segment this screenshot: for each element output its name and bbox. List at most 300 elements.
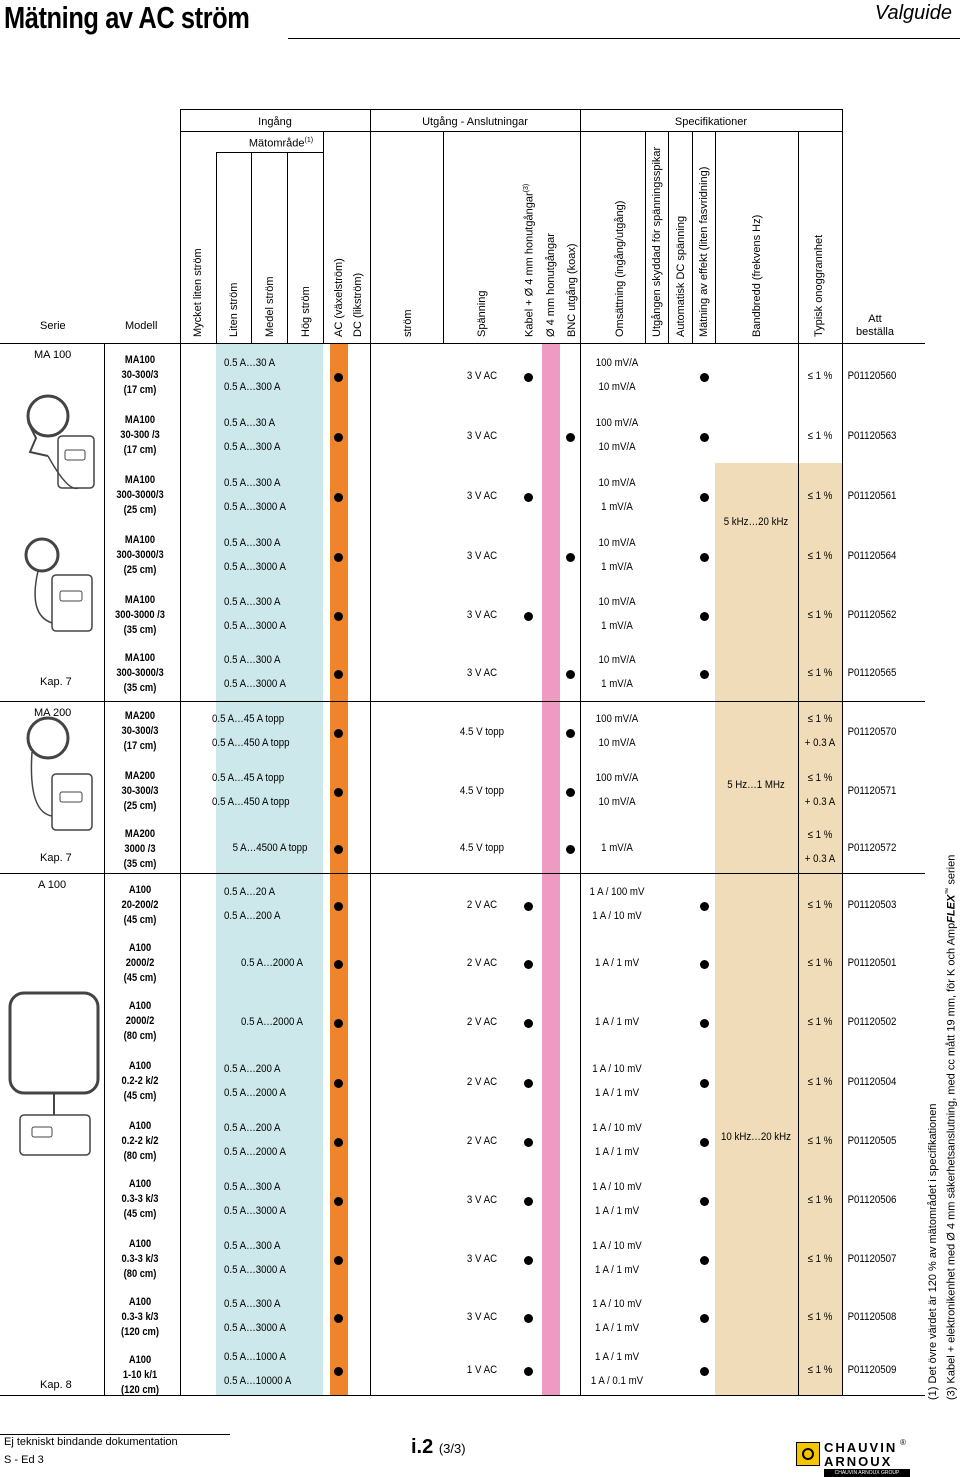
a100-flex-probe-image bbox=[4, 985, 104, 1175]
ma100-probe-image bbox=[8, 392, 100, 496]
output-dot bbox=[566, 553, 575, 562]
range-value: 0.5 A…300 A bbox=[224, 596, 281, 608]
range-value: 5 A…4500 A topp bbox=[232, 842, 308, 854]
protected-dot bbox=[700, 1367, 709, 1376]
col-dc: DC (likström) bbox=[352, 272, 364, 337]
output-dot bbox=[566, 729, 575, 738]
model-line: 0.3-3 k/3 bbox=[121, 1311, 159, 1323]
range-value: 0.5 A…30 A bbox=[224, 417, 276, 429]
vline bbox=[715, 131, 716, 343]
voltage-value: 2 V AC bbox=[466, 1016, 498, 1028]
col-jack4mm: Ø 4 mm honutgångar bbox=[545, 233, 557, 337]
model-line: (35 cm) bbox=[123, 682, 157, 694]
chauvin-arnoux-logo bbox=[796, 1440, 912, 1477]
model-line: MA100 bbox=[124, 534, 156, 546]
col-power: Mätning av effekt (liten fasvridning) bbox=[698, 166, 710, 337]
protected-dot bbox=[700, 1138, 709, 1147]
ratio-value: 1 A / 1 mV bbox=[594, 1146, 640, 1158]
model-line: MA100 bbox=[124, 354, 156, 366]
protected-dot bbox=[700, 373, 709, 382]
model-line: 30-300/3 bbox=[121, 725, 159, 737]
ratio-value: 1 A / 1 mV bbox=[594, 1351, 640, 1363]
accuracy-value: ≤ 1 % bbox=[807, 1364, 833, 1376]
page-number bbox=[411, 1436, 466, 1459]
page-title: Mätning av AC ström bbox=[4, 0, 250, 35]
model-line: (80 cm) bbox=[123, 1268, 157, 1280]
range-value: 0.5 A…300 A bbox=[224, 1240, 281, 1252]
footnote-3-flex: FLEX bbox=[945, 894, 958, 923]
model-line: (17 cm) bbox=[123, 384, 157, 396]
ac-dot bbox=[334, 1367, 343, 1376]
range-value: 0.5 A…45 A topp bbox=[212, 713, 285, 725]
model-line: 0.3-3 k/3 bbox=[121, 1193, 159, 1205]
model-line: 300-3000 /3 bbox=[115, 609, 165, 621]
model-line: (25 cm) bbox=[123, 800, 157, 812]
model-line: (80 cm) bbox=[123, 1150, 157, 1162]
range-value: 0.5 A…300 A bbox=[224, 477, 281, 489]
range-value: 0.5 A…300 A bbox=[224, 381, 281, 393]
output-dot bbox=[524, 1197, 533, 1206]
model-line: 300-3000/3 bbox=[116, 667, 164, 679]
order-code: P01120509 bbox=[847, 1364, 897, 1376]
ac-dot bbox=[334, 670, 343, 679]
range-value: 0.5 A…200 A bbox=[224, 1063, 281, 1075]
order-code: P01120502 bbox=[847, 1016, 897, 1028]
range-value: 0.5 A…300 A bbox=[224, 441, 281, 453]
group-range bbox=[216, 137, 346, 150]
order-code: P01120571 bbox=[847, 785, 897, 797]
col-autodc: Automatisk DC spänning bbox=[675, 215, 687, 337]
range-value: 0.5 A…200 A bbox=[224, 910, 281, 922]
vline bbox=[692, 131, 693, 343]
footer-edition: S - Ed 3 bbox=[4, 1454, 44, 1466]
series-rule bbox=[0, 701, 925, 702]
order-code: P01120570 bbox=[847, 726, 897, 738]
vline bbox=[443, 131, 444, 343]
ratio-value: 10 mV/A bbox=[598, 441, 636, 453]
model-line: MA100 bbox=[124, 594, 156, 606]
output-dot bbox=[524, 1079, 533, 1088]
model-line: MA100 bbox=[124, 414, 156, 426]
col-low: Liten ström bbox=[228, 282, 240, 337]
range-value: 0.5 A…3000 A bbox=[224, 1205, 286, 1217]
accuracy-value: ≤ 1 % bbox=[807, 490, 833, 502]
ratio-value: 1 mV/A bbox=[601, 561, 633, 573]
model-line: 0.2-2 k/2 bbox=[121, 1135, 159, 1147]
range-value: 0.5 A…200 A bbox=[224, 1122, 281, 1134]
col-protected: Utgången skyddad för spänningsspikar bbox=[651, 146, 663, 337]
ratio-value: 1 A / 10 mV bbox=[592, 1063, 642, 1075]
accuracy-value: ≤ 1 % bbox=[807, 1253, 833, 1265]
output-dot bbox=[524, 902, 533, 911]
logo-ring bbox=[802, 1448, 814, 1460]
ac-dot bbox=[334, 553, 343, 562]
output-dot bbox=[524, 1314, 533, 1323]
model-line: 0.3-3 k/3 bbox=[121, 1253, 159, 1265]
logo-mark-icon bbox=[796, 1442, 820, 1466]
output-dot bbox=[524, 493, 533, 502]
order-code: P01120507 bbox=[847, 1253, 897, 1265]
ac-dot bbox=[334, 729, 343, 738]
vline bbox=[180, 109, 181, 1395]
col-cable4mm-sup: (3) bbox=[523, 183, 530, 193]
vline bbox=[798, 131, 799, 1395]
range-value: 0.5 A…2000 A bbox=[224, 1146, 286, 1158]
model-line: 1-10 k/1 bbox=[122, 1369, 158, 1381]
vline bbox=[668, 131, 669, 343]
col-current: ström bbox=[402, 309, 414, 337]
ac-dot bbox=[334, 433, 343, 442]
brand-registered: ® bbox=[900, 1438, 906, 1447]
page-number-main: i.2 bbox=[411, 1436, 434, 1458]
model-line: 30-300/3 bbox=[121, 785, 159, 797]
protected-dot bbox=[700, 670, 709, 679]
bandwidth-cell: 10 kHz…20 kHz bbox=[721, 1131, 791, 1143]
bandwidth-cell: 5 kHz…20 kHz bbox=[723, 516, 789, 528]
ac-dot bbox=[334, 612, 343, 621]
vline bbox=[323, 131, 324, 343]
ac-dot bbox=[334, 845, 343, 854]
range-value: 0.5 A…3000 A bbox=[224, 620, 286, 632]
brand-group: CHAUVIN ARNOUX GROUP bbox=[824, 1469, 910, 1477]
vline bbox=[580, 109, 581, 1395]
output-dot bbox=[524, 612, 533, 621]
voltage-value: 3 V AC bbox=[466, 550, 498, 562]
range-value: 0.5 A…300 A bbox=[224, 537, 281, 549]
ratio-value: 1 A / 10 mV bbox=[592, 1298, 642, 1310]
vline bbox=[842, 109, 843, 1395]
ac-dot bbox=[334, 1314, 343, 1323]
ratio-value: 1 A / 10 mV bbox=[592, 1122, 642, 1134]
ratio-value: 1 A / 1 mV bbox=[594, 1264, 640, 1276]
series-chapter: Kap. 8 bbox=[40, 1379, 72, 1391]
accuracy-value: ≤ 1 % bbox=[807, 899, 833, 911]
model-line: MA200 bbox=[124, 770, 156, 782]
voltage-value: 3 V AC bbox=[466, 370, 498, 382]
vline bbox=[645, 131, 646, 343]
accuracy-value: ≤ 1 % bbox=[807, 1194, 833, 1206]
order-code: P01120505 bbox=[847, 1135, 897, 1147]
model-line: (45 cm) bbox=[123, 1090, 157, 1102]
ratio-value: 10 mV/A bbox=[598, 537, 636, 549]
vline bbox=[216, 152, 217, 343]
range-value: 0.5 A…300 A bbox=[224, 1181, 281, 1193]
col-cable4mm bbox=[523, 184, 536, 337]
header-rule-group bbox=[180, 131, 842, 132]
footer-disclaimer: Ej tekniskt bindande dokumentation bbox=[4, 1436, 178, 1448]
guide-label: Valguide bbox=[874, 2, 952, 24]
model-line: 30-300/3 bbox=[121, 369, 159, 381]
series-rule bbox=[0, 873, 925, 874]
ratio-value: 10 mV/A bbox=[598, 796, 636, 808]
ratio-value: 1 mV/A bbox=[601, 842, 633, 854]
order-code: P01120562 bbox=[847, 609, 897, 621]
order-code: P01120501 bbox=[847, 957, 897, 969]
page-number-sub: (3/3) bbox=[438, 1441, 466, 1456]
model-line: (35 cm) bbox=[123, 624, 157, 636]
protected-dot bbox=[700, 433, 709, 442]
accuracy-value: ≤ 1 % bbox=[807, 772, 833, 784]
model-line: 2000/2 bbox=[125, 957, 155, 969]
ratio-value: 1 A / 10 mV bbox=[592, 910, 642, 922]
ratio-value: 10 mV/A bbox=[598, 737, 636, 749]
model-line: (45 cm) bbox=[123, 972, 157, 984]
header-rule-top bbox=[180, 109, 842, 110]
range-value: 0.5 A…45 A topp bbox=[212, 772, 285, 784]
bandwidth-cell: 5 Hz…1 MHz bbox=[727, 779, 785, 791]
group-range-sup: (1) bbox=[304, 137, 314, 144]
range-value: 0.5 A…3000 A bbox=[224, 678, 286, 690]
ac-dot bbox=[334, 1256, 343, 1265]
output-dot bbox=[566, 788, 575, 797]
ma200-probe-image bbox=[8, 712, 100, 842]
voltage-value: 2 V AC bbox=[466, 957, 498, 969]
ac-dot bbox=[334, 1197, 343, 1206]
model-line: (25 cm) bbox=[123, 504, 157, 516]
ratio-value: 100 mV/A bbox=[595, 772, 639, 784]
series-name: MA 100 bbox=[34, 349, 72, 361]
col-ac: AC (växelström) bbox=[333, 258, 345, 337]
voltage-value: 3 V AC bbox=[466, 490, 498, 502]
accuracy-value: ≤ 1 % bbox=[807, 550, 833, 562]
range-value: 0.5 A…1000 A bbox=[224, 1351, 286, 1363]
range-value: 0.5 A…2000 A bbox=[241, 957, 303, 969]
ac-dot bbox=[334, 493, 343, 502]
output-dot bbox=[524, 1367, 533, 1376]
range-value: 0.5 A…300 A bbox=[224, 1298, 281, 1310]
model-line: A100 bbox=[128, 1238, 152, 1250]
order-code: P01120563 bbox=[847, 430, 897, 442]
accuracy-value: ≤ 1 % bbox=[807, 430, 833, 442]
model-line: MA100 bbox=[124, 652, 156, 664]
group-input: Ingång bbox=[258, 116, 292, 128]
accuracy-value: ≤ 1 % bbox=[807, 1311, 833, 1323]
protected-dot bbox=[700, 902, 709, 911]
vline bbox=[370, 109, 371, 1395]
range-value: 0.5 A…3000 A bbox=[224, 1264, 286, 1276]
footer-rule bbox=[0, 1434, 230, 1435]
order-code: P01120561 bbox=[847, 490, 897, 502]
ratio-value: 1 A / 100 mV bbox=[589, 886, 645, 898]
model-line: 300-3000/3 bbox=[116, 489, 164, 501]
order-code: P01120503 bbox=[847, 899, 897, 911]
model-line: 30-300 /3 bbox=[120, 429, 160, 441]
accuracy-value: ≤ 1 % bbox=[807, 1016, 833, 1028]
col-bnc: BNC utgång (koax) bbox=[566, 243, 578, 337]
model-line: A100 bbox=[128, 1178, 152, 1190]
footnote-3-text: (3) Kabel + elektronikenhet med Ø 4 mm säkerhetsanslutning, med cc mått 19 mm, för K och Amp bbox=[945, 922, 958, 1400]
accuracy-value: ≤ 1 % bbox=[807, 667, 833, 679]
series-name: MA 200 bbox=[34, 707, 72, 719]
ac-dot bbox=[334, 902, 343, 911]
accuracy-value: ≤ 1 % bbox=[807, 713, 833, 725]
protected-dot bbox=[700, 553, 709, 562]
col-cable4mm-label: Kabel + Ø 4 mm honutgångar bbox=[523, 192, 536, 337]
model-line: 2000/2 bbox=[125, 1015, 155, 1027]
range-value: 0.5 A…2000 A bbox=[224, 1087, 286, 1099]
ratio-value: 10 mV/A bbox=[598, 381, 636, 393]
ratio-value: 1 mV/A bbox=[601, 620, 633, 632]
voltage-value: 3 V AC bbox=[466, 1194, 498, 1206]
output-dot bbox=[566, 433, 575, 442]
accuracy-value: ≤ 1 % bbox=[807, 829, 833, 841]
order-code: P01120506 bbox=[847, 1194, 897, 1206]
ratio-value: 1 mV/A bbox=[601, 501, 633, 513]
ratio-value: 10 mV/A bbox=[598, 596, 636, 608]
accuracy-value: + 0.3 A bbox=[804, 853, 836, 865]
voltage-value: 1 V AC bbox=[466, 1364, 498, 1376]
accuracy-value: ≤ 1 % bbox=[807, 370, 833, 382]
ratio-value: 1 A / 1 mV bbox=[594, 1087, 640, 1099]
col-high: Hög ström bbox=[300, 286, 312, 337]
model-line: A100 bbox=[128, 1060, 152, 1072]
range-value: 0.5 A…20 A bbox=[224, 886, 276, 898]
col-voltage: Spänning bbox=[476, 290, 488, 337]
accuracy-value: ≤ 1 % bbox=[807, 1076, 833, 1088]
accuracy-value: + 0.3 A bbox=[804, 737, 836, 749]
protected-dot bbox=[700, 1079, 709, 1088]
model-line: (80 cm) bbox=[123, 1030, 157, 1042]
output-dot bbox=[566, 670, 575, 679]
footnote-3 bbox=[945, 855, 958, 1400]
group-range-label: Mätområde bbox=[248, 137, 305, 150]
output-dot bbox=[524, 1019, 533, 1028]
vline bbox=[287, 152, 288, 343]
model-line: A100 bbox=[128, 1000, 152, 1012]
model-line: (25 cm) bbox=[123, 564, 157, 576]
range-value: 0.5 A…3000 A bbox=[224, 561, 286, 573]
col-order: Att beställa bbox=[856, 313, 894, 338]
header-rule-range bbox=[216, 152, 323, 153]
model-line: 20-200/2 bbox=[121, 899, 159, 911]
ratio-value: 1 A / 1 mV bbox=[594, 1016, 640, 1028]
ratio-value: 1 A / 10 mV bbox=[592, 1181, 642, 1193]
model-line: 0.2-2 k/2 bbox=[121, 1075, 159, 1087]
ratio-value: 100 mV/A bbox=[595, 417, 639, 429]
ratio-value: 1 A / 1 mV bbox=[594, 1205, 640, 1217]
accuracy-value: + 0.3 A bbox=[804, 796, 836, 808]
protected-dot bbox=[700, 493, 709, 502]
range-value: 0.5 A…3000 A bbox=[224, 1322, 286, 1334]
output-dot bbox=[524, 1138, 533, 1147]
voltage-value: 3 V AC bbox=[466, 667, 498, 679]
model-line: MA200 bbox=[124, 828, 156, 840]
ratio-value: 1 A / 1 mV bbox=[594, 957, 640, 969]
protected-dot bbox=[700, 1019, 709, 1028]
ac-dot bbox=[334, 1019, 343, 1028]
brand-name-1: CHAUVIN bbox=[824, 1440, 898, 1455]
model-line: (35 cm) bbox=[123, 858, 157, 870]
ratio-value: 100 mV/A bbox=[595, 713, 639, 725]
protected-dot bbox=[700, 1314, 709, 1323]
ratio-value: 100 mV/A bbox=[595, 357, 639, 369]
range-value: 0.5 A…10000 A bbox=[224, 1375, 292, 1387]
range-value: 0.5 A…30 A bbox=[224, 357, 276, 369]
model-line: A100 bbox=[128, 942, 152, 954]
accuracy-value: ≤ 1 % bbox=[807, 609, 833, 621]
output-dot bbox=[524, 1256, 533, 1265]
range-value: 0.5 A…450 A topp bbox=[212, 737, 290, 749]
ratio-value: 10 mV/A bbox=[598, 477, 636, 489]
col-very-low: Mycket liten ström bbox=[192, 248, 204, 337]
output-dot bbox=[524, 960, 533, 969]
brand-name-2: ARNOUX bbox=[824, 1454, 893, 1469]
ac-dot bbox=[334, 1079, 343, 1088]
series-chapter: Kap. 7 bbox=[40, 676, 72, 688]
range-value: 0.5 A…450 A topp bbox=[212, 796, 290, 808]
model-line: (45 cm) bbox=[123, 1208, 157, 1220]
vline bbox=[104, 343, 105, 1395]
protected-dot bbox=[700, 1197, 709, 1206]
protected-dot bbox=[700, 960, 709, 969]
model-line: A100 bbox=[128, 1120, 152, 1132]
model-line: MA200 bbox=[124, 710, 156, 722]
group-spec: Specifikationer bbox=[674, 116, 748, 128]
ac-dot bbox=[334, 788, 343, 797]
vline bbox=[251, 152, 252, 343]
order-code: P01120508 bbox=[847, 1311, 897, 1323]
model-line: (45 cm) bbox=[123, 914, 157, 926]
model-line: 300-3000/3 bbox=[116, 549, 164, 561]
ac-dot bbox=[334, 960, 343, 969]
model-line: A100 bbox=[128, 1296, 152, 1308]
ratio-value: 1 mV/A bbox=[601, 678, 633, 690]
voltage-value: 2 V AC bbox=[466, 1076, 498, 1088]
range-value: 0.5 A…300 A bbox=[224, 654, 281, 666]
ratio-value: 1 A / 1 mV bbox=[594, 1322, 640, 1334]
ac-dot bbox=[334, 1138, 343, 1147]
col-bandwidth: Bandbredd (frekvens Hz) bbox=[751, 214, 763, 337]
series-chapter: Kap. 7 bbox=[40, 852, 72, 864]
ma100-probe-image bbox=[8, 535, 100, 645]
range-value: 0.5 A…2000 A bbox=[241, 1016, 303, 1028]
order-code: P01120572 bbox=[847, 842, 897, 854]
model-line: A100 bbox=[128, 1354, 152, 1366]
output-dot bbox=[566, 845, 575, 854]
order-code: P01120560 bbox=[847, 370, 897, 382]
protected-dot bbox=[700, 1256, 709, 1265]
model-line: (120 cm) bbox=[121, 1384, 159, 1396]
order-code: P01120564 bbox=[847, 550, 897, 562]
accuracy-value: ≤ 1 % bbox=[807, 1135, 833, 1147]
model-line: (120 cm) bbox=[121, 1326, 159, 1338]
footnote-3-suffix: serien bbox=[945, 854, 958, 888]
protected-dot bbox=[700, 612, 709, 621]
bnc-column-bg bbox=[542, 343, 560, 1395]
voltage-value: 3 V AC bbox=[466, 1311, 498, 1323]
voltage-value: 3 V AC bbox=[466, 1253, 498, 1265]
col-medium: Medel ström bbox=[264, 276, 276, 337]
order-code: P01120565 bbox=[847, 667, 897, 679]
output-dot bbox=[524, 373, 533, 382]
col-serie: Serie bbox=[40, 320, 66, 332]
model-line: (17 cm) bbox=[123, 740, 157, 752]
col-accuracy: Typisk onoggrannhet bbox=[813, 234, 825, 337]
voltage-value: 2 V AC bbox=[466, 1135, 498, 1147]
col-modell: Modell bbox=[125, 320, 158, 332]
footnote-3-tm: ™ bbox=[945, 887, 952, 895]
model-line: A100 bbox=[128, 884, 152, 896]
model-line: 3000 /3 bbox=[124, 843, 156, 855]
voltage-value: 4.5 V topp bbox=[459, 726, 505, 738]
footnote-1: (1) Det övre värdet är 120 % av mätområdet i specifikationen bbox=[927, 1103, 939, 1400]
model-line: MA100 bbox=[124, 474, 156, 486]
voltage-value: 3 V AC bbox=[466, 430, 498, 442]
accuracy-value: ≤ 1 % bbox=[807, 957, 833, 969]
model-line: (17 cm) bbox=[123, 444, 157, 456]
voltage-value: 2 V AC bbox=[466, 899, 498, 911]
ratio-value: 1 A / 10 mV bbox=[592, 1240, 642, 1252]
